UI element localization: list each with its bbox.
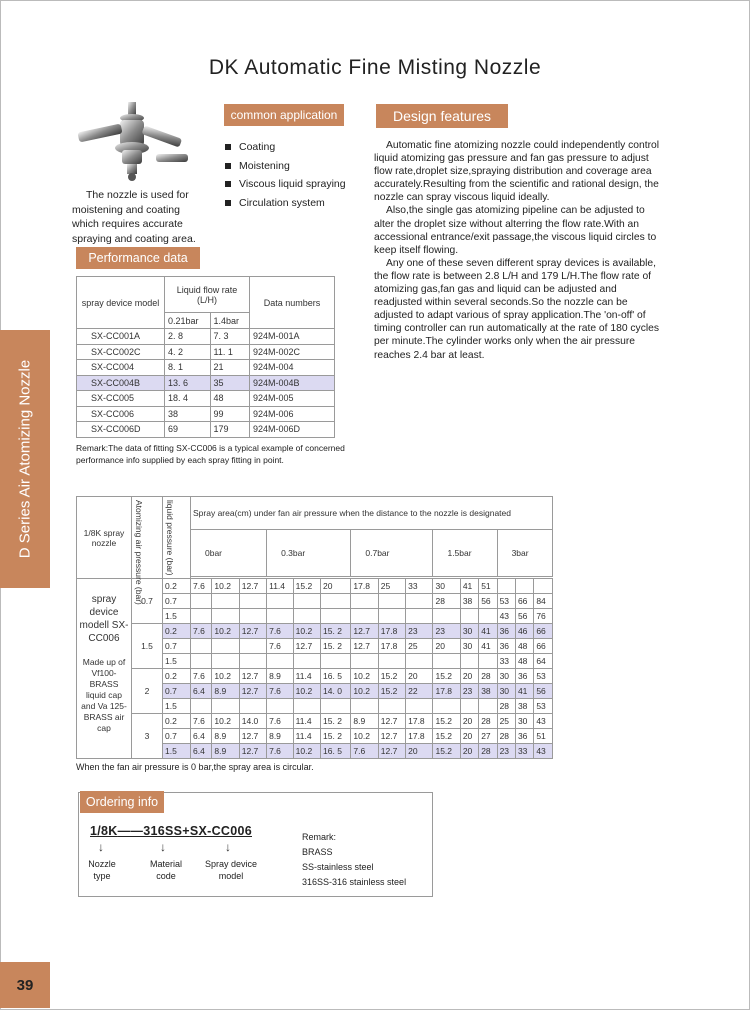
common-application-header: common application	[224, 104, 344, 126]
device-model-label: spray device modell SX-CC006	[79, 594, 129, 644]
spray-value-cell	[460, 654, 478, 669]
table-row	[77, 422, 335, 438]
table-cell: 7. 3	[210, 329, 249, 345]
device-model-cell	[77, 579, 132, 759]
spray-value-cell: 41	[460, 579, 478, 594]
spray-value-cell: 36	[497, 624, 515, 639]
spray-value-cell: 43	[534, 744, 553, 759]
page-title: DK Automatic Fine Misting Nozzle	[208, 56, 542, 79]
spray-value-cell: 84	[534, 594, 553, 609]
spray-value-cell: 36	[497, 639, 515, 654]
spray-value-cell	[479, 699, 497, 714]
table-cell: SX-CC006	[77, 406, 165, 422]
performance-remark: Remark:The data of fitting SX-CC006 is a typical example of concerned performance info supplied by each spray fitting in point.	[76, 443, 345, 465]
label-material-code: Material code	[149, 859, 182, 881]
spray-value-cell	[497, 579, 515, 594]
table-cell: 2. 8	[165, 329, 211, 345]
spray-value-cell	[239, 654, 266, 669]
spray-value-cell: 30	[460, 624, 478, 639]
spray-value-cell: 11.4	[293, 729, 320, 744]
spray-value-cell: 7.6	[267, 639, 294, 654]
spray-value-cell: 36	[515, 729, 533, 744]
table-cell: 13. 6	[165, 375, 211, 391]
spray-value-cell: 17.8	[406, 729, 433, 744]
spray-value-cell: 33	[497, 654, 515, 669]
spray-value-cell	[479, 609, 497, 624]
spray-value-cell: 36	[515, 669, 533, 684]
table-cell: 924M-006	[250, 406, 335, 422]
down-arrow-icon: ↓	[225, 840, 231, 854]
label-nozzle-type: Nozzle type	[88, 859, 116, 881]
liquid-pressure-cell: 0.2	[163, 714, 191, 729]
spray-value-cell: 76	[534, 609, 553, 624]
spray-value-cell: 11.4	[267, 579, 294, 594]
spray-value-cell	[433, 699, 460, 714]
ordering-remark: Remark: BRASS SS-stainless steel 316SS-316 stainless steel	[302, 832, 407, 887]
spray-value-cell: 10.2	[293, 684, 320, 699]
table-cell: SX-CC005	[77, 391, 165, 407]
spray-value-cell: 7.6	[267, 624, 294, 639]
spray-value-cell: 12.7	[239, 729, 266, 744]
spray-value-cell: 8.9	[267, 729, 294, 744]
spray-value-cell: 20	[406, 669, 433, 684]
table-cell: SX-CC001A	[77, 329, 165, 345]
col-header-flow-b: 1.4bar	[210, 313, 249, 329]
spray-value-cell	[351, 654, 378, 669]
table-cell: 99	[210, 406, 249, 422]
spray-value-cell: 6.4	[191, 744, 212, 759]
performance-data-header: Performance data	[76, 247, 200, 269]
spray-value-cell: 20	[460, 714, 478, 729]
fan-pressure-header: 0.7bar	[351, 530, 433, 577]
spray-value-cell	[378, 594, 405, 609]
spray-value-cell: 28	[497, 699, 515, 714]
liquid-pressure-cell: 0.2	[163, 579, 191, 594]
spray-value-cell	[321, 594, 351, 609]
spray-value-cell: 12.7	[378, 744, 405, 759]
spray-area-span-header: Spray area(cm) under fan air pressure when the distance to the nozzle is designated	[191, 497, 553, 530]
spray-value-cell: 7.6	[191, 624, 212, 639]
bullet-icon	[225, 181, 231, 187]
spray-value-cell	[293, 594, 320, 609]
spray-value-cell	[267, 609, 294, 624]
spray-value-cell: 15. 2	[321, 624, 351, 639]
spray-value-cell: 10.2	[293, 624, 320, 639]
spray-value-cell: 28	[497, 729, 515, 744]
spray-value-cell: 66	[534, 639, 553, 654]
table-cell: 18. 4	[165, 391, 211, 407]
spray-value-cell: 7.6	[351, 744, 378, 759]
atomizing-pressure-cell: 3	[132, 714, 163, 759]
liquid-pressure-cell: 0.2	[163, 624, 191, 639]
spray-value-cell	[191, 654, 212, 669]
section-sidebar	[0, 330, 50, 588]
spray-value-cell: 12.7	[239, 579, 266, 594]
spray-value-cell: 15. 2	[321, 714, 351, 729]
spray-value-cell	[191, 594, 212, 609]
spray-value-cell: 12.7	[239, 684, 266, 699]
spray-value-cell: 23	[433, 624, 460, 639]
table-cell: 924M-004B	[250, 375, 335, 391]
spray-value-cell	[321, 699, 351, 714]
spray-value-cell: 33	[406, 579, 433, 594]
spray-value-cell	[212, 654, 239, 669]
spray-value-cell: 6.4	[191, 684, 212, 699]
col-header-atomizing: Atomizing air pressure (bar)	[134, 500, 144, 605]
spray-value-cell: 30	[497, 684, 515, 699]
spray-value-cell: 11.4	[293, 669, 320, 684]
spray-value-cell: 25	[406, 639, 433, 654]
label-device-model: Spray device model	[204, 859, 258, 881]
spray-value-cell: 28	[479, 669, 497, 684]
fan-pressure-header: 0.3bar	[267, 530, 351, 577]
col-header-flow-a: 0.21bar	[165, 313, 211, 329]
spray-value-cell: 17.8	[406, 714, 433, 729]
spray-value-cell	[378, 654, 405, 669]
spray-value-cell: 15. 2	[321, 729, 351, 744]
spray-value-cell	[534, 579, 553, 594]
spray-value-cell: 48	[515, 654, 533, 669]
spray-value-cell	[239, 594, 266, 609]
table-cell: 924M-004	[250, 360, 335, 376]
spray-area-table	[76, 496, 553, 759]
spray-value-cell: 15.2	[433, 729, 460, 744]
spray-value-cell: 10.2	[293, 744, 320, 759]
table-cell: SX-CC002C	[77, 344, 165, 360]
spray-value-cell: 64	[534, 654, 553, 669]
spray-value-cell: 27	[479, 729, 497, 744]
design-paragraph: Also,the single gas atomizing pipeline can be adjusted to alter the droplet size without alterring the flow rate.With an accessional entrance/exit passage,the viscous liquid circles to keep itself flowing.	[374, 205, 657, 256]
spray-value-cell: 38	[479, 684, 497, 699]
spray-value-cell: 8.9	[212, 744, 239, 759]
spray-value-cell	[293, 699, 320, 714]
fan-pressure-header: 1.5bar	[433, 530, 497, 577]
spray-value-cell: 23	[460, 684, 478, 699]
spray-value-cell: 30	[460, 639, 478, 654]
spray-value-cell: 28	[479, 714, 497, 729]
order-code-device: SX-CC006	[189, 824, 252, 838]
spray-value-cell: 38	[460, 594, 478, 609]
application-list	[225, 138, 346, 212]
spray-value-cell: 20	[460, 729, 478, 744]
spray-value-cell: 16. 5	[321, 744, 351, 759]
ordering-info-header: Ordering info	[80, 791, 164, 813]
table-cell: 48	[210, 391, 249, 407]
bullet-icon	[225, 144, 231, 150]
atomizing-pressure-cell: 1.5	[132, 624, 163, 669]
page-number: 39	[0, 962, 50, 1008]
table-cell: 21	[210, 360, 249, 376]
spray-value-cell: 8.9	[212, 729, 239, 744]
spray-value-cell: 17.8	[351, 579, 378, 594]
spray-value-cell: 56	[479, 594, 497, 609]
table-row	[77, 624, 553, 639]
liquid-pressure-cell: 0.7	[163, 594, 191, 609]
spray-value-cell: 41	[479, 624, 497, 639]
list-item: Moistening	[225, 157, 346, 176]
table-row	[77, 375, 335, 391]
spray-value-cell: 20	[406, 744, 433, 759]
spray-value-cell: 41	[479, 639, 497, 654]
spray-value-cell: 14. 0	[321, 684, 351, 699]
col-header-nozzle: 1/8K spray nozzle	[77, 497, 132, 579]
spray-value-cell: 12.7	[293, 639, 320, 654]
spray-value-cell: 53	[497, 594, 515, 609]
spray-value-cell	[460, 699, 478, 714]
spray-value-cell	[239, 699, 266, 714]
down-arrow-icon: ↓	[160, 840, 166, 854]
spray-value-cell	[239, 609, 266, 624]
design-features-header: Design features	[376, 104, 508, 128]
liquid-pressure-cell: 1.5	[163, 744, 191, 759]
table-row	[77, 406, 335, 422]
table-cell: 924M-002C	[250, 344, 335, 360]
spray-value-cell: 12.7	[239, 744, 266, 759]
nozzle-product-image	[70, 98, 195, 188]
spray-value-cell	[212, 639, 239, 654]
spray-remark: When the fan air pressure is 0 bar,the spray area is circular.	[76, 762, 314, 772]
spray-value-cell	[239, 639, 266, 654]
spray-value-cell: 15.2	[433, 744, 460, 759]
spray-value-cell: 10.2	[212, 624, 239, 639]
spray-value-cell: 7.6	[267, 684, 294, 699]
spray-value-cell: 15.2	[293, 579, 320, 594]
liquid-pressure-cell: 0.7	[163, 639, 191, 654]
spray-value-cell	[378, 699, 405, 714]
table-row	[77, 669, 553, 684]
spray-value-cell	[351, 699, 378, 714]
list-item: Circulation system	[225, 194, 346, 213]
spray-value-cell	[212, 699, 239, 714]
spray-value-cell	[406, 594, 433, 609]
spray-value-cell: 30	[433, 579, 460, 594]
table-cell: 179	[210, 422, 249, 438]
spray-value-cell: 17.8	[433, 684, 460, 699]
spray-value-cell: 8.9	[267, 669, 294, 684]
list-item: Viscous liquid spraying	[225, 175, 346, 194]
spray-value-cell: 22	[406, 684, 433, 699]
spray-value-cell: 43	[534, 714, 553, 729]
spray-value-cell	[191, 639, 212, 654]
spray-value-cell: 7.6	[191, 579, 212, 594]
bullet-icon	[225, 163, 231, 169]
spray-value-cell: 41	[515, 684, 533, 699]
spray-value-cell	[378, 609, 405, 624]
order-code	[90, 824, 252, 838]
spray-value-cell: 8.9	[351, 714, 378, 729]
spray-value-cell: 12.7	[239, 669, 266, 684]
spray-value-cell: 66	[534, 624, 553, 639]
table-row	[77, 579, 553, 594]
spray-value-cell: 30	[515, 714, 533, 729]
spray-value-cell: 23	[406, 624, 433, 639]
spray-value-cell	[321, 654, 351, 669]
spray-value-cell: 12.7	[239, 624, 266, 639]
spray-value-cell: 43	[497, 609, 515, 624]
table-cell: 8. 1	[165, 360, 211, 376]
spray-value-cell: 7.6	[267, 714, 294, 729]
spray-value-cell: 15.2	[433, 714, 460, 729]
design-paragraph: Any one of these seven different spray devices is available, the flow rate is between 2.8 L/H and 179 L/H.The flow rate of atomizing gas,fan gas and liquid can be adjusted and readjusted within several seconds.So the nozzle can be adjusted to adapt various of spray application.The 'on-off' of timing controller can run automatically at the rate of 180 cycles per minute.The cylinder works only when the air pressure reaches 2.4 bar at least.	[374, 257, 660, 361]
spray-value-cell	[293, 609, 320, 624]
spray-value-cell: 30	[497, 669, 515, 684]
spray-value-cell: 12.7	[378, 714, 405, 729]
spray-value-cell: 23	[497, 744, 515, 759]
spray-value-cell: 10.2	[351, 684, 378, 699]
spray-value-cell	[293, 654, 320, 669]
spray-value-cell	[433, 609, 460, 624]
spray-value-cell	[515, 579, 533, 594]
spray-value-cell	[267, 594, 294, 609]
spray-value-cell: 10.2	[212, 669, 239, 684]
spray-value-cell: 12.7	[351, 639, 378, 654]
spray-value-cell: 20	[460, 669, 478, 684]
spray-value-cell	[191, 609, 212, 624]
spray-value-cell	[433, 654, 460, 669]
table-row	[77, 391, 335, 407]
spray-value-cell: 17.8	[378, 624, 405, 639]
fan-pressure-header: 0bar	[191, 530, 267, 577]
list-item: Coating	[225, 138, 346, 157]
spray-value-cell: 8.9	[212, 684, 239, 699]
spray-value-cell: 25	[497, 714, 515, 729]
spray-value-cell: 14.0	[239, 714, 266, 729]
spray-value-cell	[406, 654, 433, 669]
spray-value-cell: 6.4	[191, 729, 212, 744]
spray-value-cell	[321, 609, 351, 624]
spray-value-cell: 15.2	[433, 669, 460, 684]
spray-value-cell: 20	[321, 579, 351, 594]
spray-value-cell: 33	[515, 744, 533, 759]
spray-value-cell: 56	[534, 684, 553, 699]
liquid-pressure-cell: 0.7	[163, 684, 191, 699]
spray-value-cell: 51	[534, 729, 553, 744]
performance-table	[76, 276, 335, 438]
spray-value-cell: 15.2	[378, 669, 405, 684]
col-header-liquid: liquid pressure (bar)	[165, 500, 175, 576]
table-row	[77, 360, 335, 376]
table-cell: SX-CC006D	[77, 422, 165, 438]
order-code-nozzle: 1/8K	[90, 824, 118, 838]
spray-value-cell: 10.2	[351, 729, 378, 744]
spray-value-cell	[406, 609, 433, 624]
sidebar-label: D Series Air Atomizing Nozzle	[16, 359, 34, 559]
spray-value-cell: 53	[534, 699, 553, 714]
table-cell: 924M-005	[250, 391, 335, 407]
table-cell: 35	[210, 375, 249, 391]
liquid-pressure-cell: 0.7	[163, 729, 191, 744]
spray-value-cell: 10.2	[212, 579, 239, 594]
fan-pressure-header: 3bar	[497, 530, 552, 577]
spray-value-cell: 10.2	[212, 714, 239, 729]
spray-value-cell: 12.7	[378, 729, 405, 744]
spray-value-cell	[406, 699, 433, 714]
spray-value-cell: 66	[515, 594, 533, 609]
spray-value-cell: 48	[515, 639, 533, 654]
liquid-pressure-cell: 1.5	[163, 609, 191, 624]
spray-value-cell: 20	[460, 744, 478, 759]
table-row	[77, 714, 553, 729]
table-row	[77, 329, 335, 345]
table-cell: 11. 1	[210, 344, 249, 360]
table-cell: 4. 2	[165, 344, 211, 360]
spray-value-cell: 10.2	[351, 669, 378, 684]
spray-value-cell	[191, 699, 212, 714]
spray-value-cell: 11.4	[293, 714, 320, 729]
spray-value-cell: 25	[378, 579, 405, 594]
design-paragraph: Automatic fine atomizing nozzle could independently control liquid atomizing gas pressure and fan gas pressure to adjust flow rate,droplet size,spraying distribution and coverage area accurately.Resulting from the scientific and rational design, the nozzle can spray viscous liquid ideally.	[374, 140, 660, 204]
spray-value-cell: 56	[515, 609, 533, 624]
spray-value-cell: 38	[515, 699, 533, 714]
spray-value-cell	[351, 594, 378, 609]
table-cell: 69	[165, 422, 211, 438]
table-cell: SX-CC004	[77, 360, 165, 376]
spray-value-cell	[212, 609, 239, 624]
spray-value-cell: 7.6	[191, 714, 212, 729]
spray-value-cell: 17.8	[378, 639, 405, 654]
spray-value-cell: 7.6	[191, 669, 212, 684]
order-code-material: ——316SS+	[117, 824, 190, 838]
spray-value-cell: 46	[515, 624, 533, 639]
down-arrow-icon: ↓	[98, 840, 104, 854]
spray-value-cell	[479, 654, 497, 669]
liquid-pressure-cell: 0.2	[163, 669, 191, 684]
intro-text: The nozzle is used for moistening and coating which requires accurate spraying and coating area.	[72, 189, 196, 245]
material-label: Made up of Vf100-BRASS liquid cap and Va 125-BRASS air cap	[81, 657, 127, 733]
spray-value-cell: 51	[479, 579, 497, 594]
spray-value-cell	[267, 699, 294, 714]
spray-value-cell: 12.7	[351, 624, 378, 639]
liquid-pressure-cell: 1.5	[163, 699, 191, 714]
col-header-model: spray device model	[77, 277, 165, 329]
col-header-flow: Liquid flow rate (L/H)	[165, 277, 250, 313]
spray-value-cell: 28	[433, 594, 460, 609]
spray-value-cell: 53	[534, 669, 553, 684]
atomizing-pressure-cell: 0.7	[132, 579, 163, 624]
table-cell: 924M-006D	[250, 422, 335, 438]
spray-value-cell: 7.6	[267, 744, 294, 759]
table-cell: SX-CC004B	[77, 375, 165, 391]
table-cell: 924M-001A	[250, 329, 335, 345]
bullet-icon	[225, 200, 231, 206]
table-cell: 38	[165, 406, 211, 422]
spray-value-cell: 20	[433, 639, 460, 654]
spray-value-cell	[212, 594, 239, 609]
spray-value-cell	[267, 654, 294, 669]
spray-value-cell: 15.2	[378, 684, 405, 699]
table-row	[77, 344, 335, 360]
liquid-pressure-cell: 1.5	[163, 654, 191, 669]
spray-value-cell: 28	[479, 744, 497, 759]
atomizing-pressure-cell: 2	[132, 669, 163, 714]
spray-value-cell	[460, 609, 478, 624]
spray-value-cell: 15. 2	[321, 639, 351, 654]
design-features-text	[374, 139, 664, 362]
spray-value-cell: 16. 5	[321, 669, 351, 684]
spray-value-cell	[351, 609, 378, 624]
col-header-data: Data numbers	[250, 277, 335, 329]
